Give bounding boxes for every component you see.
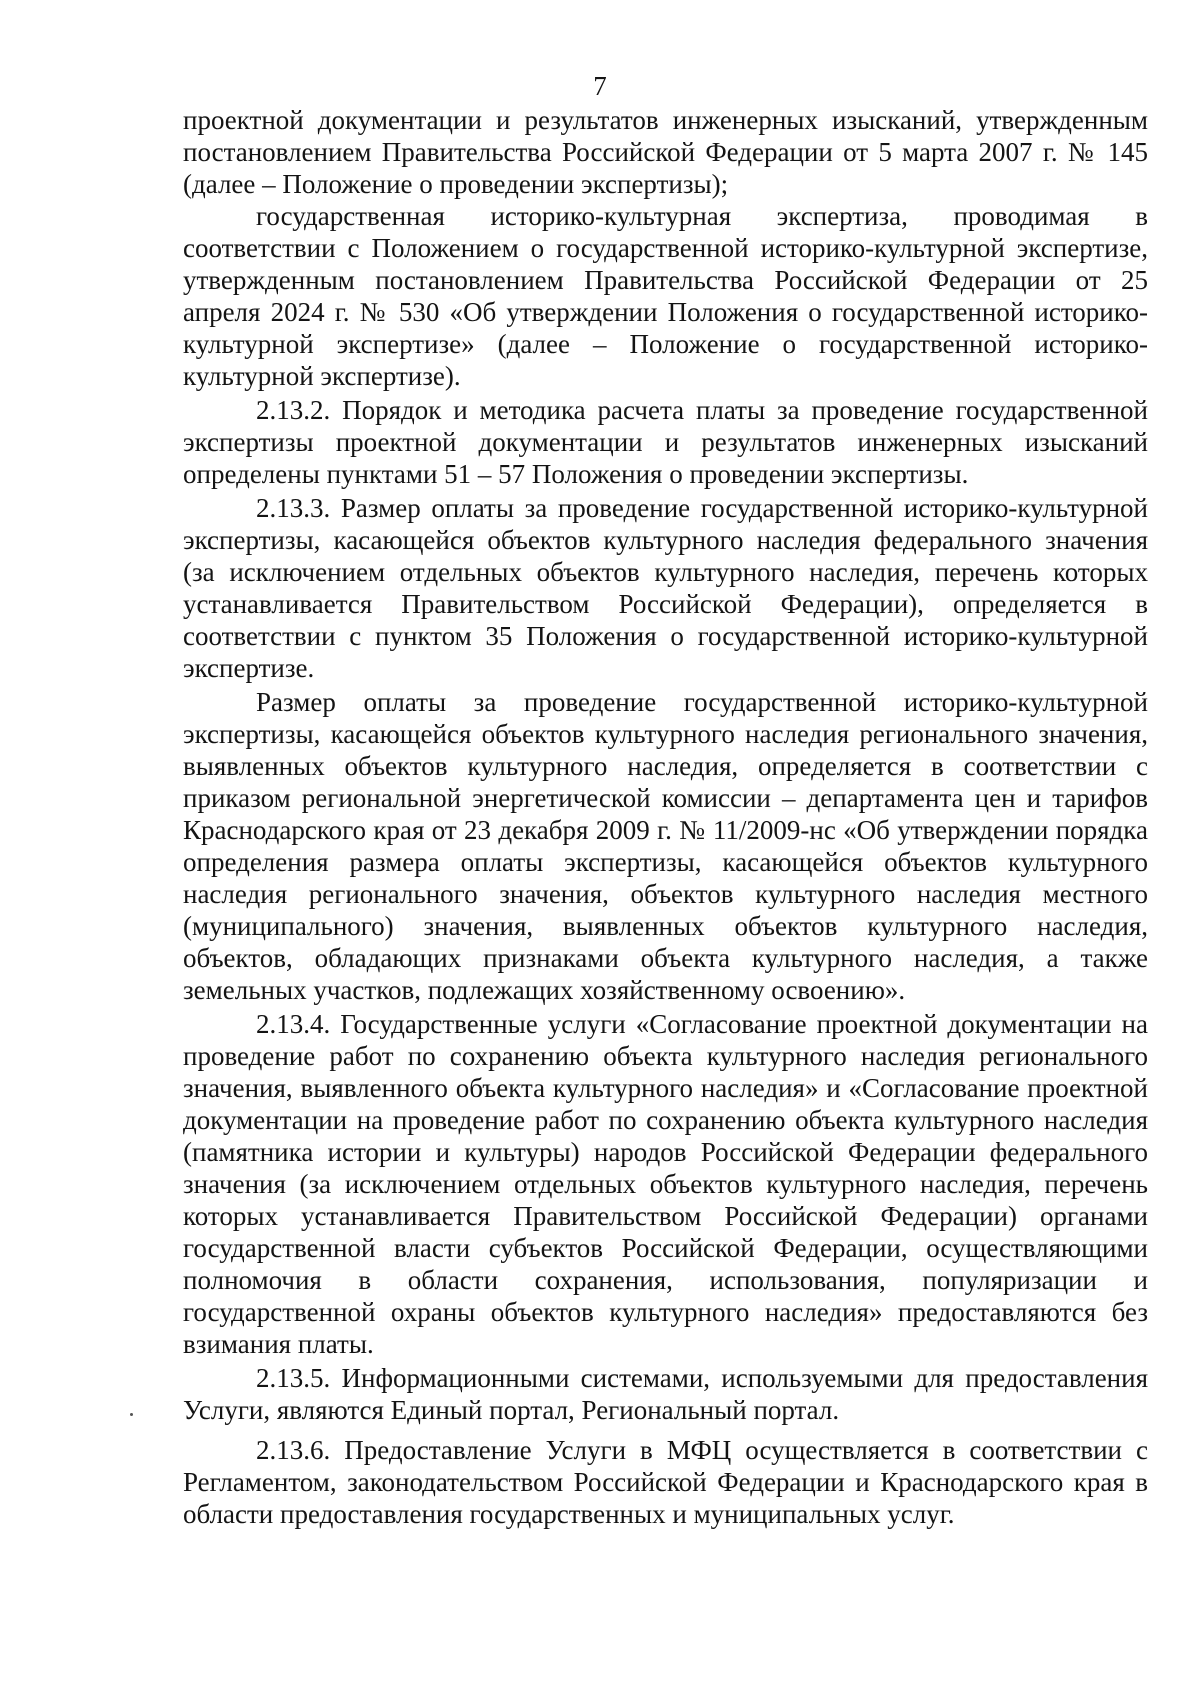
page-number: 7 — [593, 71, 607, 101]
paragraph-continuation: проектной документации и результатов инженерных изысканий, утвержденным постановлением Правительства Российской Федерации от 5 марта 2007 г. № 145 (далее – Положение о проведении экспертизы); — [183, 105, 1148, 199]
paragraph-2-13-2: 2.13.2. Порядок и методика расчета платы за проведение государственной экспертизы проектной документации и результатов инженерных изысканий определены пунктами 51 – 57 Положения о проведении экспертизы. — [183, 395, 1148, 489]
paragraph-2-13-3: 2.13.3. Размер оплаты за проведение государственной историко-культурной экспертизы, касающейся объектов культурного наследия федерального значения (за исключением отдельных объектов культурного наследия, перечень которых устанавливается Правительством Российской Федерации), определяется в соответствии с пунктом 35 Положения о государственной историко-культурной экспертизе. — [183, 493, 1148, 683]
paragraph-regional-payment: Размер оплаты за проведение государственной историко-культурной экспертизы, касающейся объектов культурного наследия регионального значения, выявленных объектов культурного наследия, определяется в соответствии с приказом региональной энергетической комиссии – департамента цен и тарифов Краснодарского края от 23 декабря 2009 г. № 11/2009-нс «Об утверждении порядка определения размера оплаты экспертизы, касающейся объектов культурного наследия регионального значения, объектов культурного наследия местного (муниципального) значения, выявленных объектов культурного наследия, объектов, обладающих признаками объекта культурного наследия, а также земельных участков, подлежащих хозяйственному освоению». — [183, 687, 1148, 1005]
paragraph-2-13-4: 2.13.4. Государственные услуги «Согласование проектной документации на проведение работ по сохранению объекта культурного наследия регионального значения, выявленного объекта культурного наследия» и «Согласование проектной документации на проведение работ по сохранению объекта культурного наследия (памятника истории и культуры) народов Российской Федерации федерального значения (за исключением отдельных объектов культурного наследия, перечень которых устанавливается Правительством Российской Федерации) органами государственной власти субъектов Российской Федерации, осуществляющими полномочия в области сохранения, использования, популяризации и государственной охраны объектов культурного наследия» предоставляются без взимания платы. — [183, 1009, 1148, 1359]
document-body — [183, 104, 1148, 1530]
paragraph-historical-expertise: государственная историко-культурная экспертиза, проводимая в соответствии с Положением о государственной историко-культурной экспертизе, утвержденным постановлением Правительства Российской Федерации от 25 апреля 2024 г. № 530 «Об утверждении Положения о государственной историко-культурной экспертизе» (далее – Положение о государственной историко-культурной экспертизе). — [183, 201, 1148, 391]
paragraph-2-13-6: 2.13.6. Предоставление Услуги в МФЦ осуществляется в соответствии с Регламентом, законодательством Российской Федерации и Краснодарского края в области предоставления государственных и муниципальных услуг. — [183, 1435, 1148, 1529]
paragraph-2-13-5: 2.13.5. Информационными системами, используемыми для предоставления Услуги, являются Единый портал, Региональный портал. — [183, 1363, 1148, 1425]
scan-dot-mark — [130, 1413, 133, 1416]
